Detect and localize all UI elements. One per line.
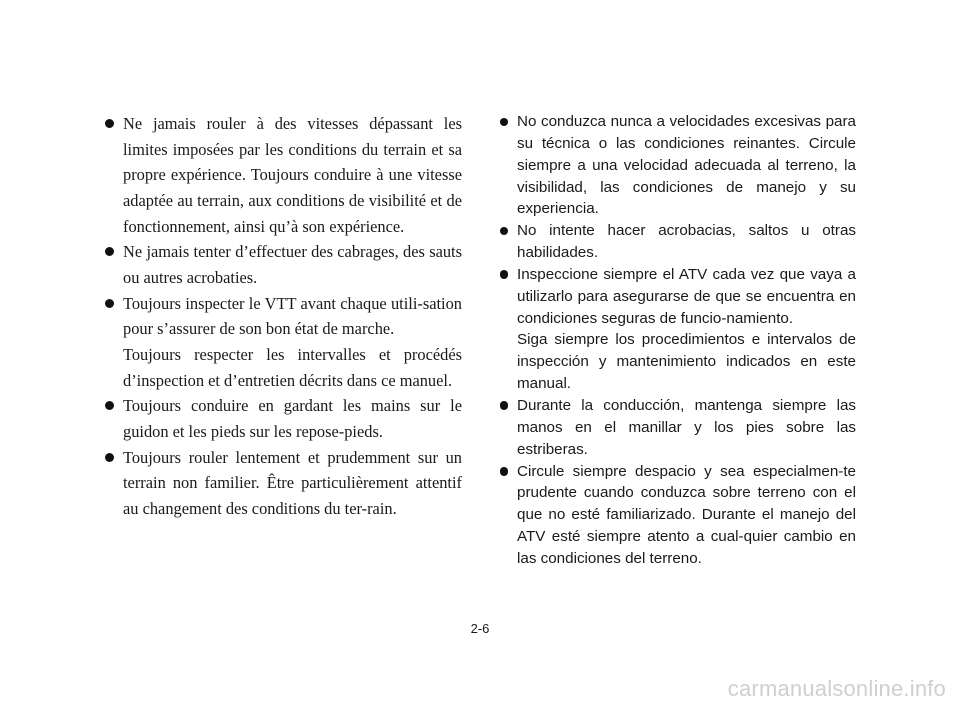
bullet-icon [497, 395, 511, 417]
spanish-bullet-item [497, 395, 856, 461]
french-paragraph: Toujours rouler lentement et prudemment sur un terrain non familier. Être particulièrement attentif au changement des conditions du ter-rain. [123, 447, 462, 518]
bullet-icon [102, 239, 116, 265]
french-bullet-item [102, 239, 462, 290]
spanish-paragraph: No conduzca nunca a velocidades excesivas para su técnica o las condiciones reinantes. Circule siempre a una velocidad adecuada al terreno, la visibilidad, las condiciones de manejo y su experiencia. [517, 113, 856, 218]
spanish-paragraph: No intente hacer acrobacias, saltos u otras habilidades. [517, 222, 856, 262]
french-paragraph: Toujours conduire en gardant les mains sur le guidon et les pieds sur les repose-pieds. [123, 396, 462, 441]
bullet-icon [497, 461, 511, 483]
bullet-icon [497, 220, 511, 242]
french-bullet-item [102, 111, 462, 239]
bullet-icon [497, 111, 511, 133]
bullet-icon [497, 264, 511, 286]
spanish-bullet-item [497, 111, 856, 220]
spanish-column [497, 111, 856, 570]
french-column [102, 111, 462, 522]
french-bullet-item [102, 393, 462, 444]
spanish-bullet-item [497, 461, 856, 570]
bullet-icon [102, 445, 116, 471]
french-paragraph: Toujours respecter les intervalles et procédés d’inspection et d’entretien décrits dans ce manuel. [123, 344, 462, 390]
spanish-paragraph: Siga siempre los procedimientos e intervalos de inspección y mantenimiento indicados en este manual. [517, 331, 856, 393]
bullet-icon [102, 291, 116, 317]
page-number: 2-6 [470, 621, 490, 636]
watermark-link[interactable]: carmanualsonline.info [727, 676, 946, 701]
spanish-paragraph: Inspeccione siempre el ATV cada vez que vaya a utilizarlo para asegurarse de que se encuentra en condiciones seguras de funcio-namiento. [517, 265, 856, 327]
spanish-bullet-item [497, 264, 856, 395]
bullet-icon [102, 393, 116, 419]
spanish-paragraph: Circule siempre despacio y sea especialmen-te prudente cuando conduzca sobre terreno con el que no esté familiarizado. Durante el manejo del ATV esté siempre atento a cual-quier cambio en las condiciones del terreno. [517, 462, 856, 567]
bullet-icon [102, 111, 116, 137]
french-paragraph: Ne jamais rouler à des vitesses dépassant les limites imposées par les conditions du terrain et sa propre expérience. Toujours conduire à une vitesse adaptée au terrain, aux conditions de visibilité et de fonctionnement, ainsi qu’à son expérience. [123, 114, 462, 236]
french-bullet-item [102, 445, 462, 522]
spanish-bullet-item [497, 220, 856, 264]
french-paragraph: Ne jamais tenter d’effectuer des cabrages, des sauts ou autres acrobaties. [123, 242, 462, 287]
french-paragraph: Toujours inspecter le VTT avant chaque utili-sation pour s’assurer de son bon état de marche. [123, 293, 462, 339]
spanish-paragraph: Durante la conducción, mantenga siempre las manos en el manillar y los pies sobre las estriberas. [517, 396, 856, 458]
french-bullet-item [102, 291, 462, 394]
